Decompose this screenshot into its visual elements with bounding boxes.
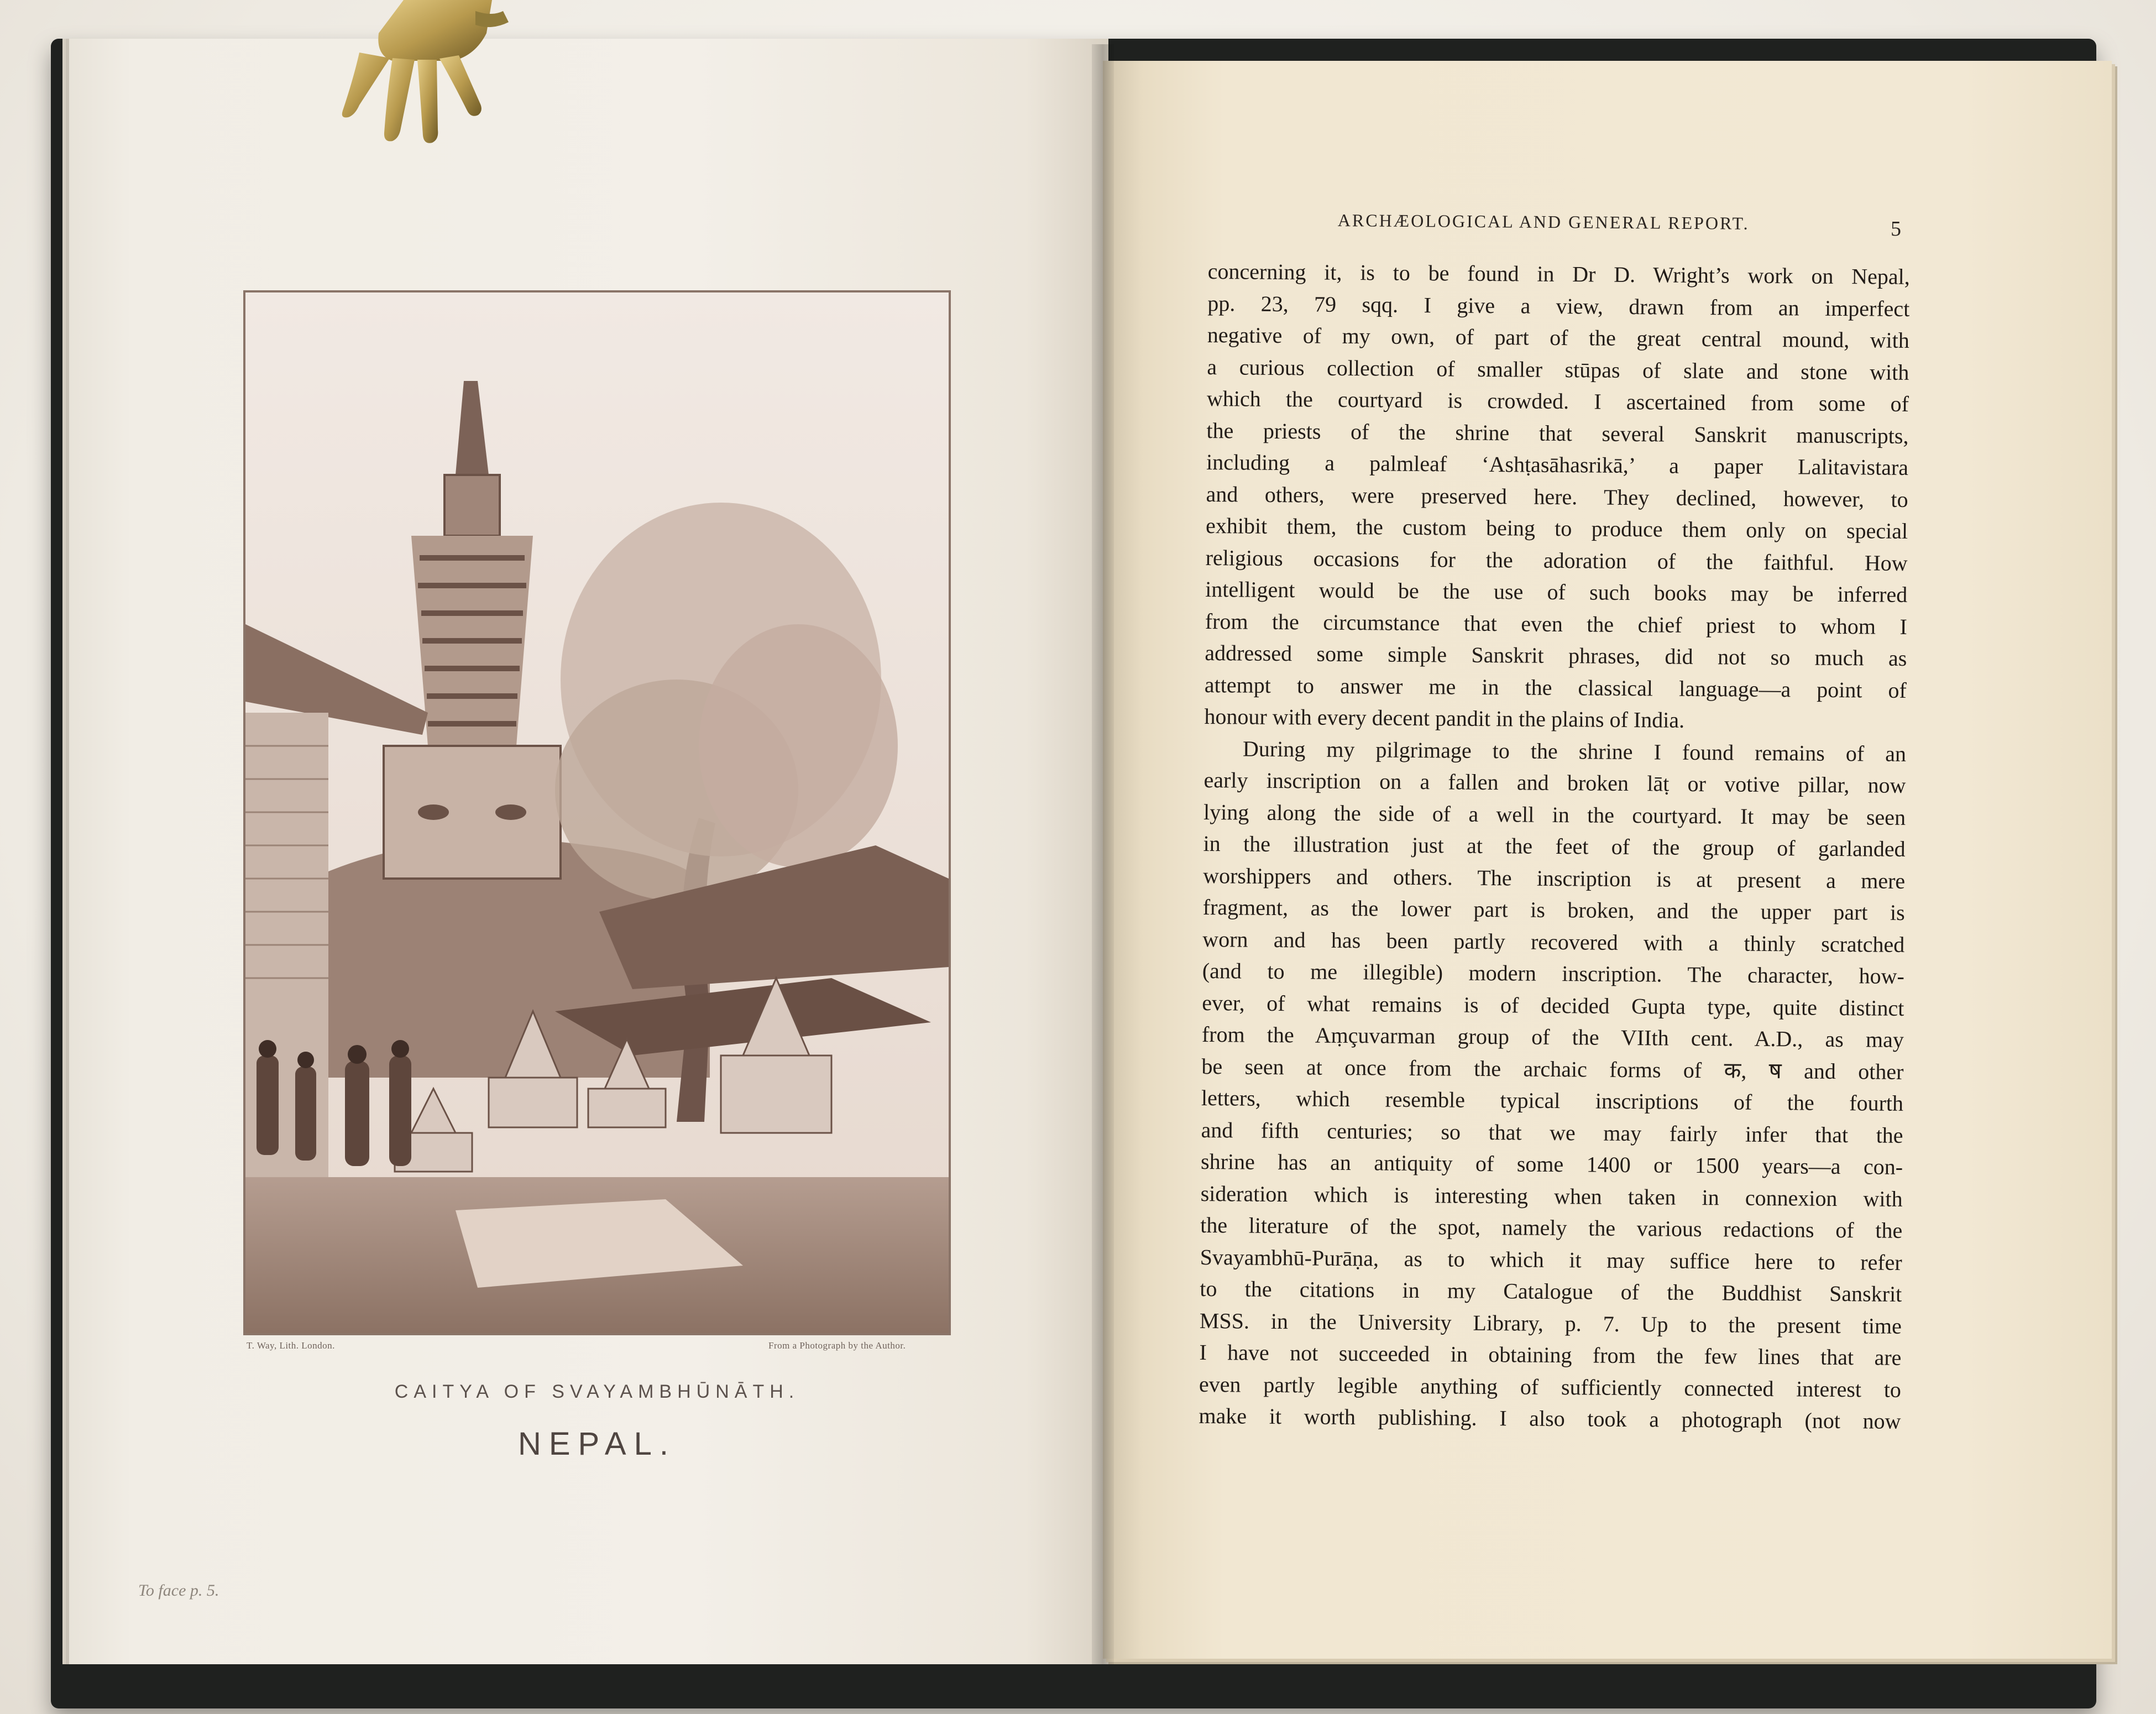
text-line: which the courtyard is crowded. I ascertained from some of <box>1206 385 1909 416</box>
text-line: the priests of the shrine that several Sanskrit manuscripts, <box>1206 417 1909 448</box>
text-line: During my pilgrimage to the shrine I found remains of an <box>1242 736 1907 766</box>
text-line: letters, which resemble typical inscriptions of the fourth <box>1201 1085 1904 1116</box>
stupa-illustration <box>245 292 949 1333</box>
text-line: intelligent would be the use of such books may be inferred <box>1205 576 1908 607</box>
body-text <box>1199 255 1910 1437</box>
text-line: pp. 23, 79 sqq. I give a view, drawn from an imperfect <box>1207 290 1910 321</box>
text-line: the literature of the spot, namely the various redactions of the <box>1200 1212 1903 1243</box>
text-line: ever, of what remains is of decided Gupta type, quite distinct <box>1202 990 1904 1021</box>
brass-hand-bookmark <box>310 0 542 155</box>
text-line: shrine has an antiquity of some 1400 or 1500 years—a con- <box>1200 1148 1903 1179</box>
text-line: (and to me illegible) modern inscription. The character, how- <box>1202 958 1904 989</box>
text-line: fragment, as the lower part is broken, and the upper part is <box>1202 894 1905 925</box>
text-line: negative of my own, of part of the great central mound, with <box>1207 322 1910 353</box>
text-line: MSS. in the University Library, p. 7. Up to the present time <box>1199 1308 1902 1339</box>
text-line: attempt to answer me in the classical language—a point of <box>1204 672 1907 703</box>
text-line: addressed some simple Sanskrit phrases, did not so much as <box>1205 640 1907 671</box>
text-line: even partly legible anything of sufficiently connected interest to <box>1199 1371 1902 1402</box>
page-number: 5 <box>1891 217 1901 241</box>
text-line: and others, were preserved here. They declined, however, to <box>1206 481 1908 512</box>
text-line: in the illustration just at the feet of the group of garlanded <box>1203 830 1906 861</box>
text-line: make it worth publishing. I also took a photograph (not now <box>1199 1403 1901 1434</box>
text-line: from the circumstance that even the chief priest to whom I <box>1205 608 1907 639</box>
text-line: sideration which is interesting when taken in connexion with <box>1200 1180 1903 1211</box>
text-line: a curious collection of smaller stūpas of slate and stone with <box>1207 354 1909 385</box>
text-line: including a palmleaf ‘Ashṭasāhasrikā,’ a paper Lalitavistara <box>1206 449 1909 480</box>
plate-caption-title: CAITYA OF SVAYAMBHŪNĀTH. <box>394 1381 800 1402</box>
lithograph-plate <box>243 290 951 1335</box>
text-line: early inscription on a fallen and broken lāṭ or votive pillar, now <box>1203 767 1906 798</box>
book-gutter <box>1092 44 1114 1664</box>
text-line: religious occasions for the adoration of the faithful. How <box>1205 545 1908 576</box>
text-line: honour with every decent pandit in the plains of India. <box>1204 703 1685 733</box>
text-line: and fifth centuries; so that we may fairly infer that the <box>1201 1117 1903 1148</box>
text-line: from the Aṃçuvarman group of the VIIth cent. A.D., as may <box>1201 1021 1904 1052</box>
plate-caption-location: NEPAL. <box>517 1426 676 1462</box>
text-line: worn and has been partly recovered with a thinly scratched <box>1202 926 1905 957</box>
text-line: exhibit them, the custom being to produce them only on special <box>1205 513 1908 544</box>
text-line: be seen at once from the archaic forms of क, ष and other <box>1201 1053 1904 1084</box>
running-head: ARCHÆOLOGICAL AND GENERAL REPORT. <box>1337 210 1750 233</box>
text-line: I have not succeeded in obtaining from the few lines that are <box>1199 1339 1902 1370</box>
plate-credit-lithographer: T. Way, Lith. London. <box>247 1340 335 1351</box>
text-line: worshippers and others. The inscription is at present a mere <box>1203 863 1906 893</box>
text-line: to the citations in my Catalogue of the Buddhist Sanskrit <box>1200 1276 1902 1307</box>
text-line: concerning it, is to be found in Dr D. Wright’s work on Nepal, <box>1207 258 1910 289</box>
handwritten-face-note: To face p. 5. <box>138 1581 219 1600</box>
text-line: lying along the side of a well in the courtyard. It may be seen <box>1203 799 1906 830</box>
plate-credit-photograph: From a Photograph by the Author. <box>768 1340 906 1351</box>
text-line: Svayambhū-Purāṇa, as to which it may suffice here to refer <box>1200 1244 1902 1275</box>
